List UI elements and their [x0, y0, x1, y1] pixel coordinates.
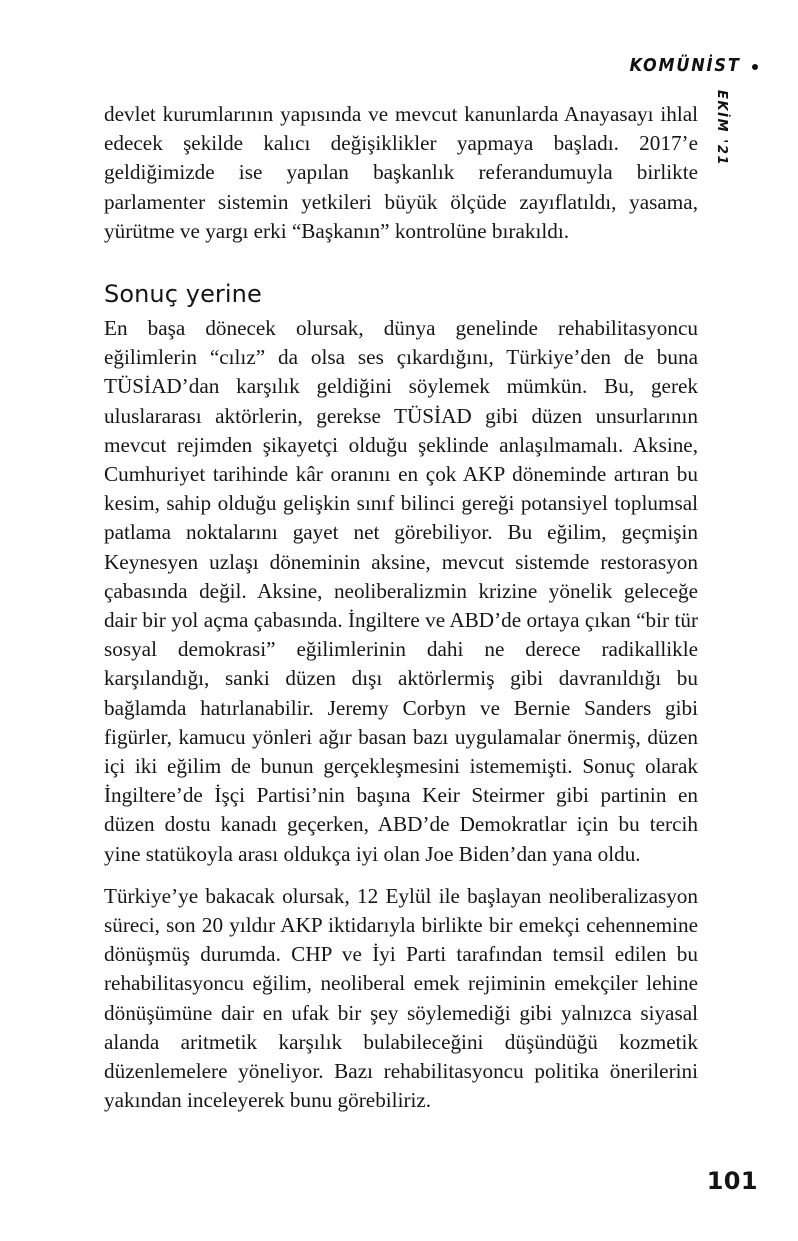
page-number: 101: [706, 1167, 758, 1195]
section-heading-sonuc-yerine: Sonuç yerine: [104, 280, 262, 309]
paragraph-1: En başa dönecek olursak, dünya genelinde rehabilitasyoncu eğilimlerin “cılız” da olsa ses çıkardığını, Türkiye’den de buna TÜSİAD’dan karşılık geldiğini söylemek mümkün. Bu, gerek uluslararası aktörlerin, gerekse TÜSİAD gibi düzen unsurlarının mevcut rejimden şikayetçi olduğu şeklinde anlaşılmamalı. Aksine, Cumhuriyet tarihinde kâr oranını en çok AKP döneminde artıran bu kesim, sahip olduğu gelişkin sınıf bilinci gereği potansiyel toplumsal patlama noktalarını gayet net görebiliyor. Bu eğilim, geçmişin Keynesyen uzlaşı döneminin aksine, mevcut sistemde restorasyon çabasında değil. Aksine, neoliberalizmin krizine yönelik geleceğe dair bir yol açma çabasında. İngiltere ve ABD’de ortaya çıkan “bir tür sosyal demokrasi” eğilimlerinin dahi ne derece radikallikle karşılandığı, sanki düzen dışı aktörlermiş gibi davranıldığı bu bağlamda hatırlanabilir. Jeremy Corbyn ve Bernie Sanders gibi figürler, kamucu yönleri ağır basan bazı uygulamalar önermiş, düzen içi iki eğilim de bunun gerçekleşmesini istememişti. Sonuç olarak İngiltere’de İşçi Partisi’nin başına Keir Steirmer gibi partinin en düzen dostu kanadı geçerken, ABD’de Demokratlar için bu tercih yine statükoyla arası oldukça iyi olan Joe Biden’dan yana oldu.: [104, 316, 698, 866]
issue-marker: [714, 88, 746, 178]
paragraph-continued: devlet kurumlarının yapısında ve mevcut kanunlarda Anayasayı ihlal edecek şekilde kalıcı değişiklikler yapmaya başladı. 2017’e geldiğimizde ise yapılan başkanlık referandumuyla birlikte parlamenter sistemin yetkileri büyük ölçüde zayıflatıldı, yasama, yürütme ve yargı erki “Başkanın” kontrolüne bırakıldı.: [104, 102, 698, 243]
bullet-dot-icon: [752, 64, 758, 70]
running-head-title: KOMÜNİST: [629, 56, 741, 76]
paragraph-2: Türkiye’ye bakacak olursak, 12 Eylül ile başlayan neoliberalizasyon süreci, son 20 yıldır AKP iktidarıyla birlikte bir emekçi cehennemine dönüşmüş durumda. CHP ve İyi Parti tarafından temsil edilen bu rehabilitasyoncu eğilim, neoliberal emek rejiminin emekçiler lehine dönüşümüne dair en ufak bir şey söylemediği gibi yalnızca siyasal alanda aritmetik karşılık bulabileceğini düşündüğü kozmetik düzenlemelere yöneliyor. Bazı rehabilitasyoncu politika önerilerini yakından inceleyerek bunu görebiliriz.: [104, 883, 698, 1113]
running-head: [620, 58, 758, 76]
issue-marker-label: EKİM '21: [714, 90, 729, 167]
text-column: [104, 100, 698, 1116]
